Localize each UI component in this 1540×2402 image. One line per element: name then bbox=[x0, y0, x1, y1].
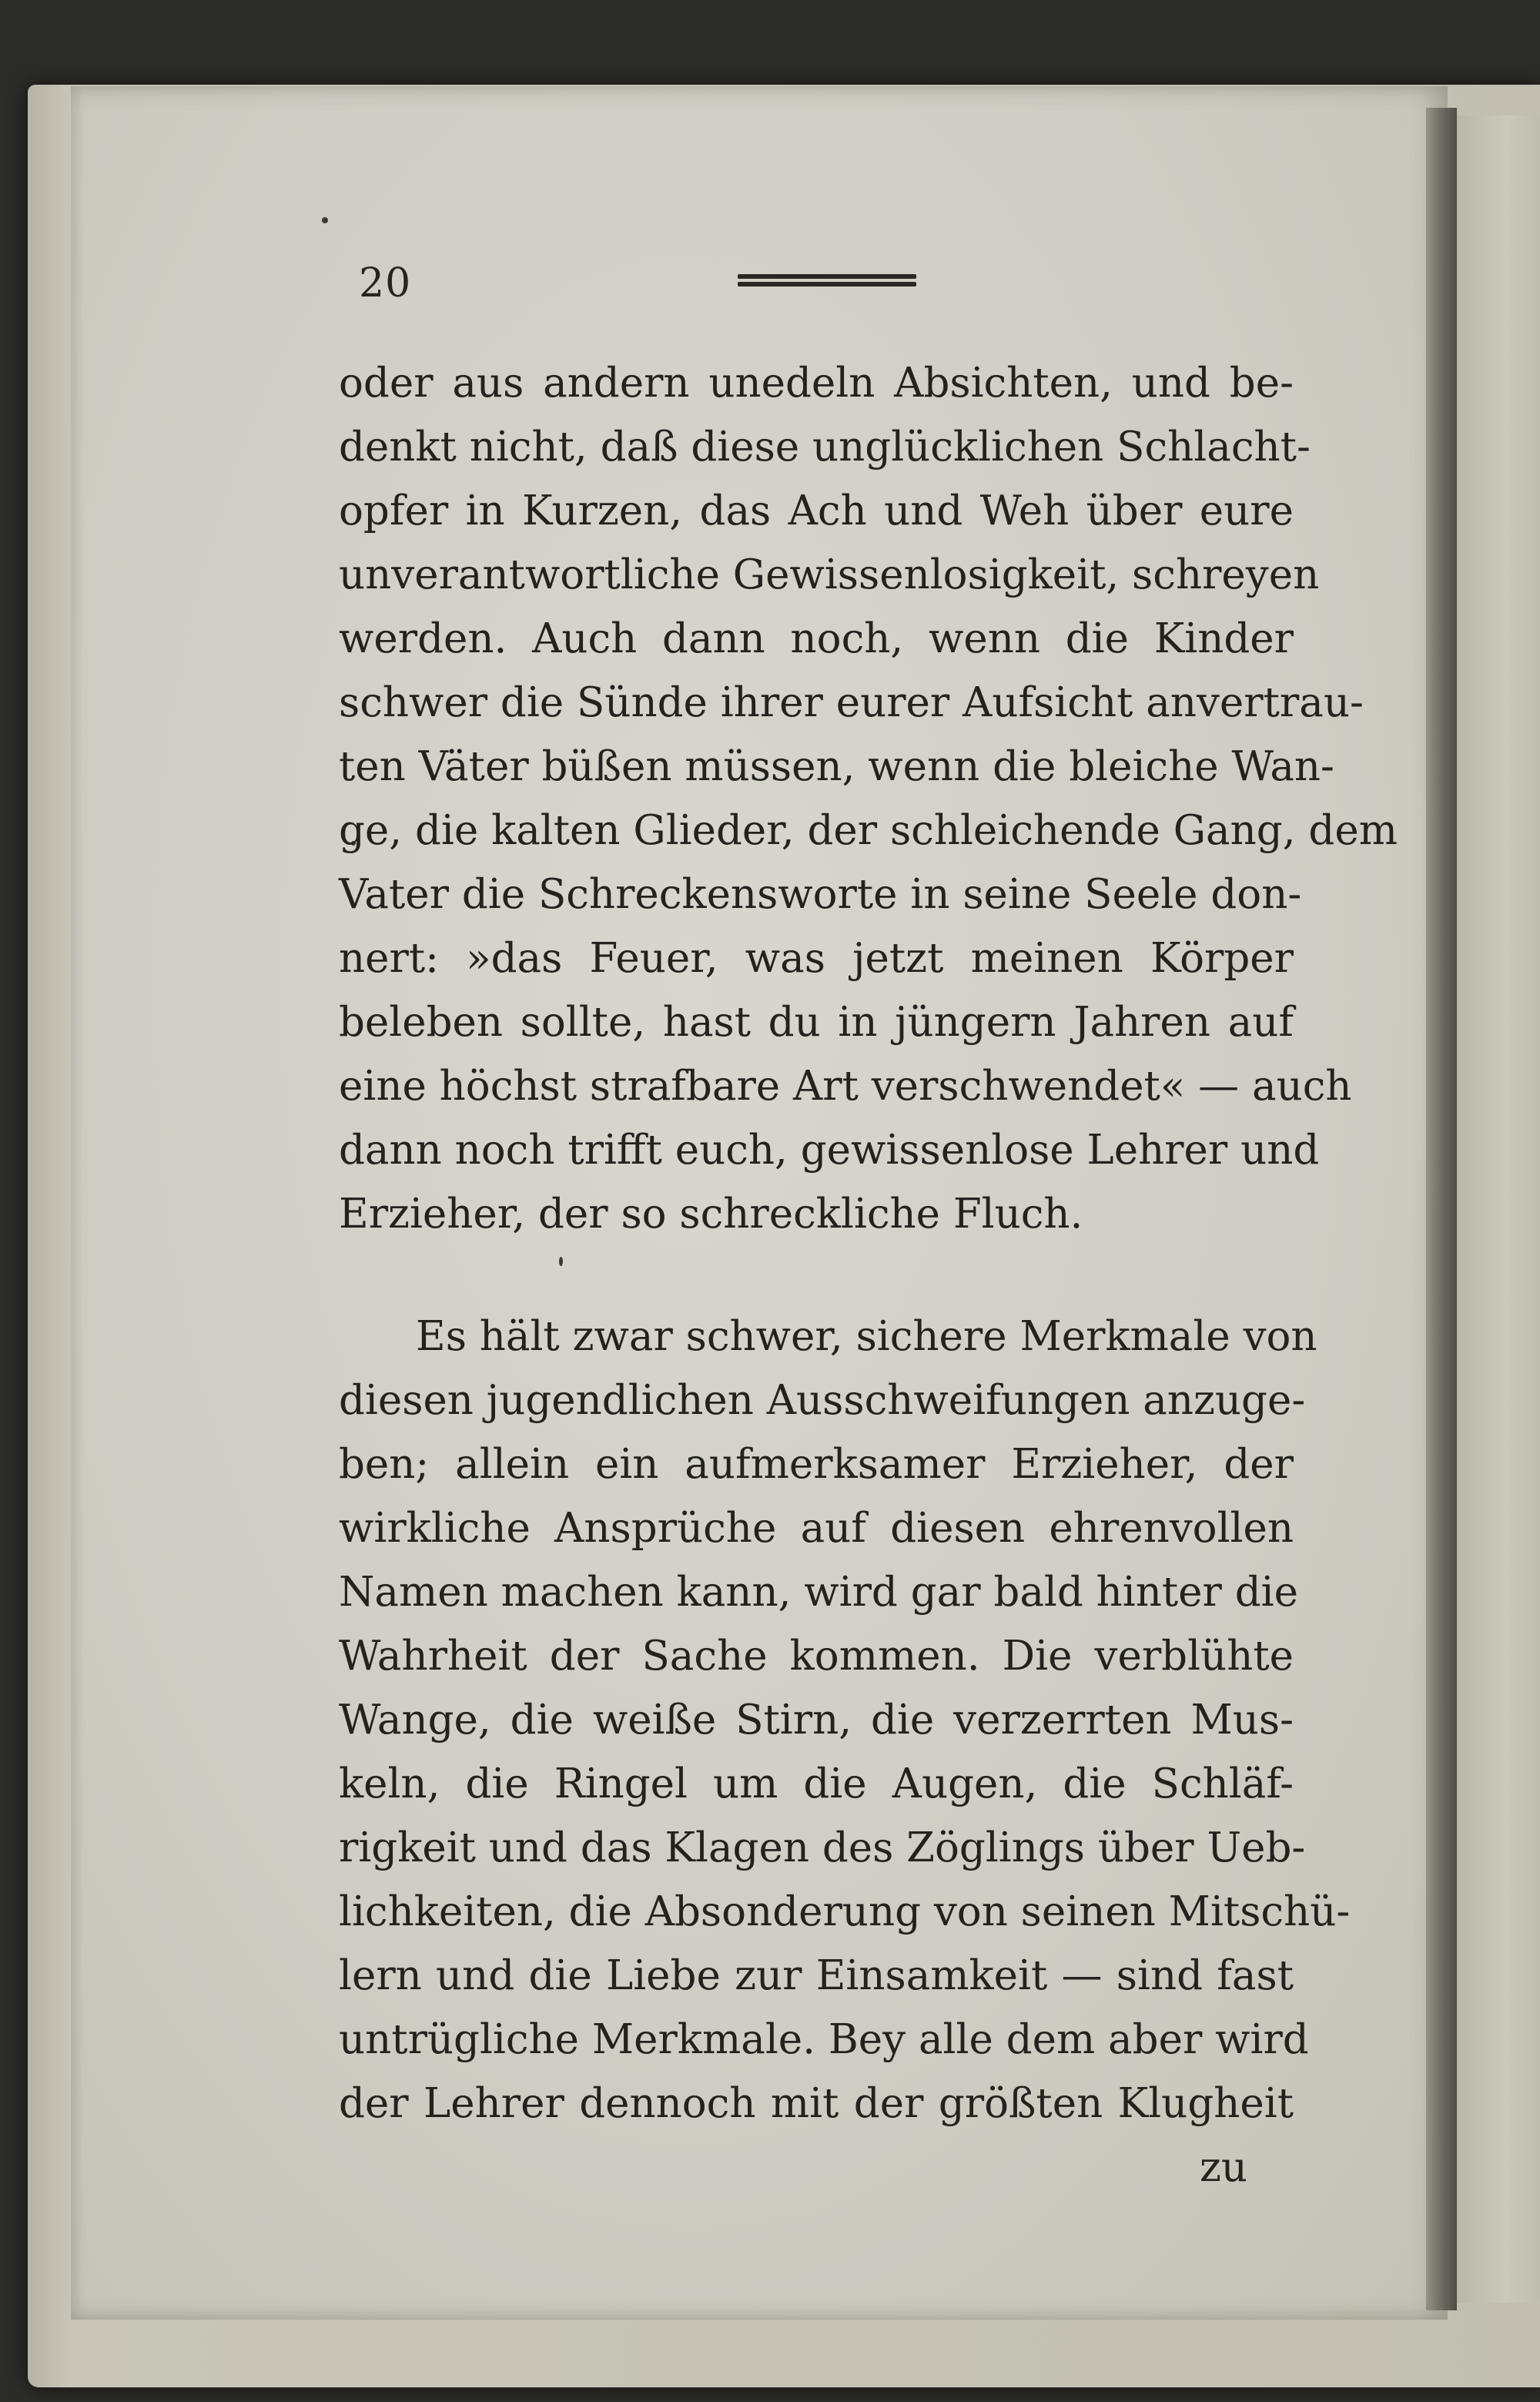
text-line: rigkeit und das Klagen des Zöglings über Ueb- bbox=[339, 1824, 1306, 1871]
text-line: lichkeiten, die Absonderung von seinen Mitschü- bbox=[339, 1888, 1351, 1935]
text-line: Wahrheit der Sache kommen. Die verblühte bbox=[339, 1633, 1294, 1680]
text-line: beleben sollte, hast du in jüngern Jahren auf bbox=[339, 999, 1294, 1046]
text-line: Wange, die weiße Stirn, die verzerrten Mus- bbox=[339, 1697, 1294, 1744]
text-line: eine höchst strafbare Art verschwendet« — auch bbox=[339, 1063, 1352, 1110]
text-line: ge, die kalten Glieder, der schleichende Gang, dem bbox=[339, 807, 1398, 854]
paragraph-2 bbox=[339, 1305, 1351, 2136]
paragraph-1 bbox=[339, 351, 1398, 1246]
body-text bbox=[339, 351, 1398, 2136]
text-line: der Lehrer dennoch mit der größten Klugheit bbox=[339, 2080, 1294, 2127]
catchword: zu bbox=[1200, 2144, 1248, 2191]
text-line: Vater die Schreckensworte in seine Seele don- bbox=[339, 871, 1302, 918]
text-line: oder aus andern unedeln Absichten, und be- bbox=[339, 360, 1294, 407]
page-gutter bbox=[1426, 108, 1457, 2310]
text-line: nert: »das Feuer, was jetzt meinen Körper bbox=[339, 935, 1294, 982]
header-ornament-rule bbox=[738, 274, 916, 291]
text-line: keln, die Ringel um die Augen, die Schläf- bbox=[339, 1760, 1294, 1807]
text-line: lern und die Liebe zur Einsamkeit — sind fast bbox=[339, 1952, 1294, 1999]
paragraph-gap bbox=[339, 1246, 1294, 1305]
text-line: dann noch trifft euch, gewissenlose Lehrer und bbox=[339, 1127, 1320, 1174]
text-line: unverantwortliche Gewissenlosigkeit, schreyen bbox=[339, 551, 1320, 598]
text-line: wirkliche Ansprüche auf diesen ehrenvollen bbox=[339, 1505, 1294, 1552]
ink-speck bbox=[322, 217, 328, 223]
page-number: 20 bbox=[359, 260, 412, 307]
text-line: werden. Auch dann noch, wenn die Kinder bbox=[339, 615, 1294, 662]
text-line: ben; allein ein aufmerksamer Erzieher, der bbox=[339, 1441, 1294, 1488]
facing-page-edge bbox=[1457, 116, 1540, 2303]
text-line: Namen machen kann, wird gar bald hinter die bbox=[339, 1569, 1298, 1616]
text-line: Erzieher, der so schreckliche Fluch. bbox=[339, 1191, 1083, 1238]
text-line: diesen jugendlichen Ausschweifungen anzuge- bbox=[339, 1377, 1306, 1424]
text-line: untrügliche Merkmale. Bey alle dem aber wird bbox=[339, 2016, 1309, 2063]
text-line: ten Väter büßen müssen, wenn die bleiche Wan- bbox=[339, 743, 1334, 790]
text-line: opfer in Kurzen, das Ach und Weh über eure bbox=[339, 487, 1294, 534]
text-line: schwer die Sünde ihrer eurer Aufsicht anvertrau- bbox=[339, 679, 1364, 726]
text-line: denkt nicht, daß diese unglücklichen Schlacht- bbox=[339, 424, 1311, 471]
text-line: Es hält zwar schwer, sichere Merkmale von bbox=[416, 1313, 1317, 1360]
